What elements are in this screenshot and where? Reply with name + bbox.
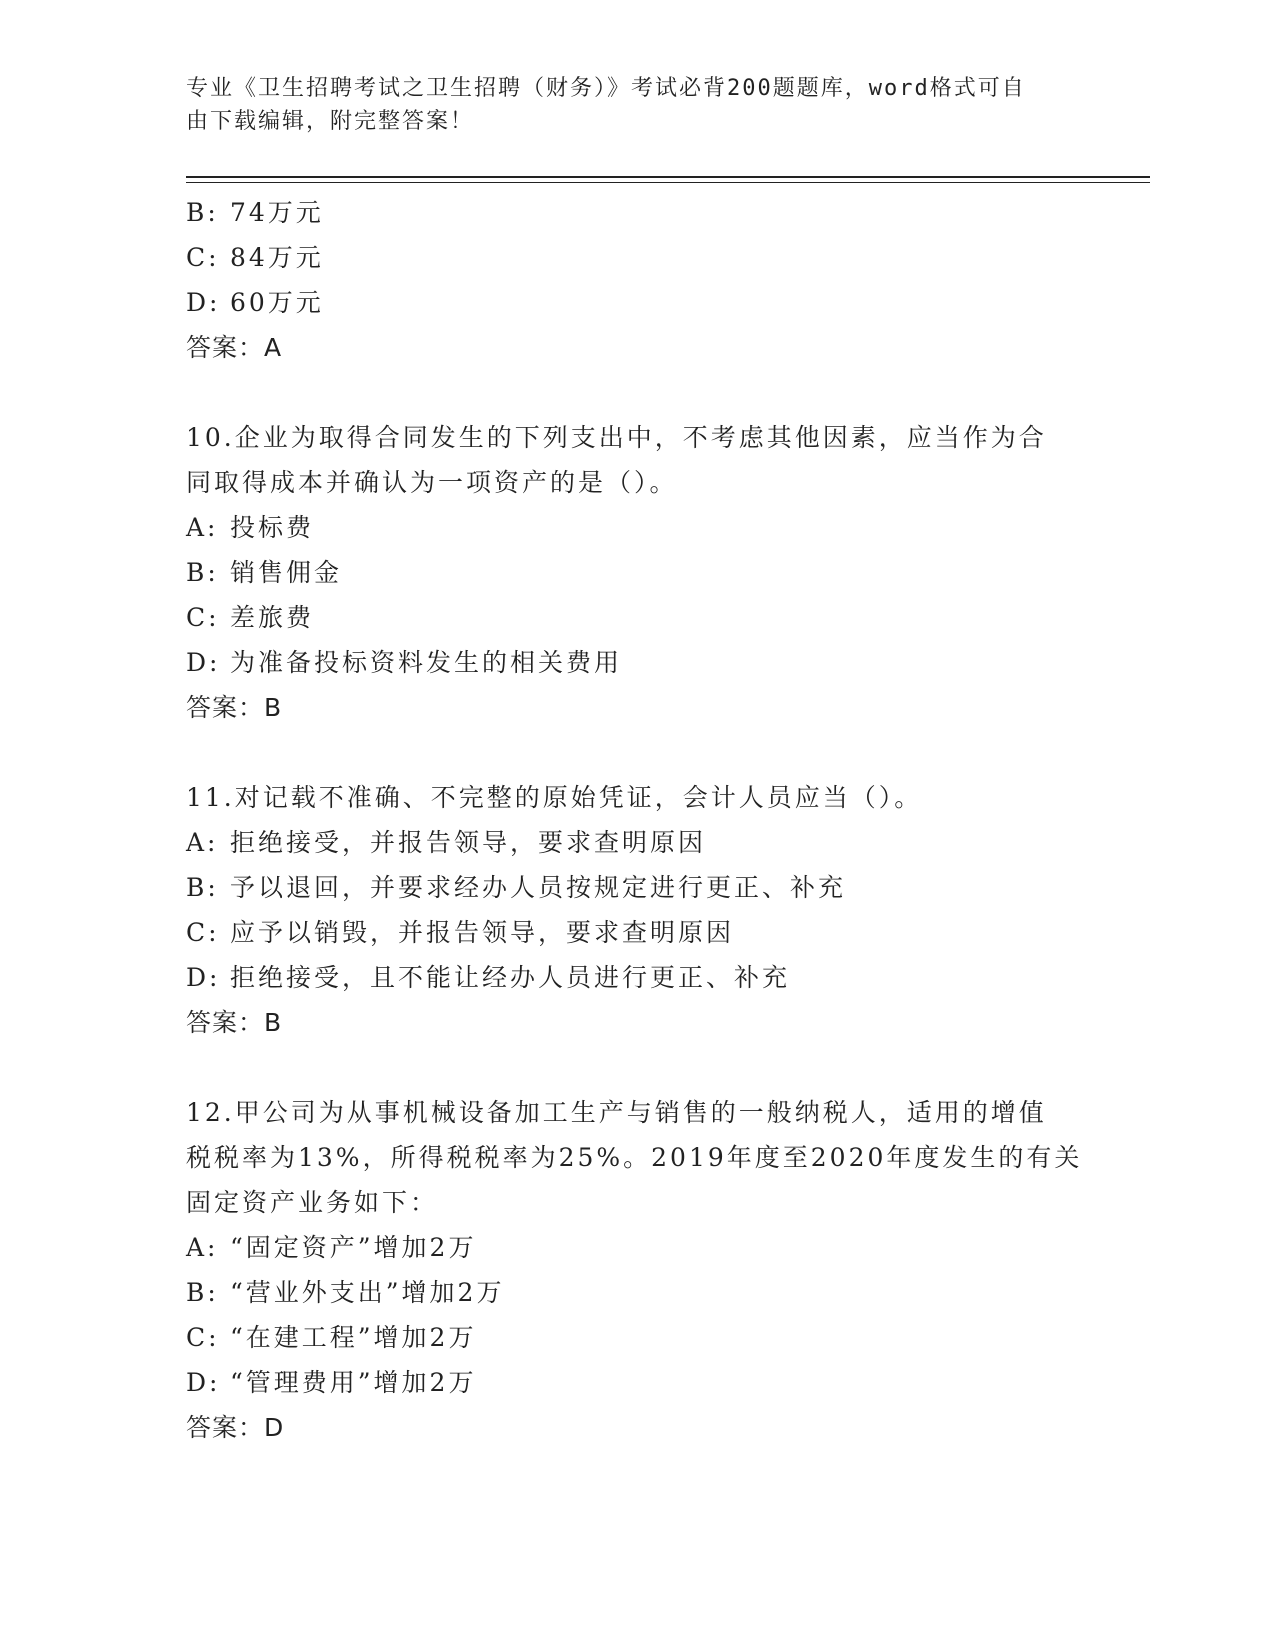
- question-list: [186, 190, 1086, 1450]
- option-b: B: 74万元: [186, 198, 324, 227]
- option-c: C: 应予以销毁，并报告领导，要求查明原因: [186, 918, 735, 947]
- question-12: [186, 1090, 1086, 1450]
- question-9-tail: [186, 190, 1086, 370]
- question-11: [186, 775, 1086, 1045]
- question-text-line: 固定资产业务如下：: [186, 1188, 439, 1217]
- option-a: A: “固定资产”增加2万: [186, 1233, 477, 1262]
- option-d: D: “管理费用”增加2万: [186, 1368, 477, 1397]
- answer: 答案：B: [186, 1008, 283, 1037]
- question-text-line: 税税率为13%，所得税税率为25%。2019年度至2020年度发生的有关: [186, 1143, 1083, 1172]
- answer: 答案：D: [186, 1413, 285, 1442]
- option-b: B: 销售佣金: [186, 558, 343, 587]
- option-b: B: 予以退回，并要求经办人员按规定进行更正、补充: [186, 873, 847, 902]
- question-text-line: 12.甲公司为从事机械设备加工生产与销售的一般纳税人，适用的增值: [186, 1098, 1047, 1127]
- question-text-line: 10.企业为取得合同发生的下列支出中，不考虑其他因素，应当作为合: [186, 423, 1047, 452]
- option-a: A: 投标费: [186, 513, 315, 542]
- document-header: [186, 72, 1066, 138]
- option-c: C: 84万元: [186, 243, 324, 272]
- option-a: A: 拒绝接受，并报告领导，要求查明原因: [186, 828, 707, 857]
- option-c: C: 差旅费: [186, 603, 315, 632]
- header-line-1: 专业《卫生招聘考试之卫生招聘（财务）》考试必背200题题库，word格式可自: [186, 76, 1026, 101]
- answer: 答案：B: [186, 693, 283, 722]
- option-c: C: “在建工程”增加2万: [186, 1323, 477, 1352]
- question-text-line: 同取得成本并确认为一项资产的是（）。: [186, 468, 678, 497]
- header-rule-thick: [186, 176, 1150, 178]
- option-b: B: “营业外支出”增加2万: [186, 1278, 505, 1307]
- header-rule-thin: [186, 182, 1150, 183]
- option-d: D: 拒绝接受，且不能让经办人员进行更正、补充: [186, 963, 791, 992]
- answer: 答案：A: [186, 333, 283, 362]
- header-line-2: 由下载编辑，附完整答案！: [186, 109, 475, 134]
- question-10: [186, 415, 1086, 730]
- option-d: D: 为准备投标资料发生的相关费用: [186, 648, 623, 677]
- option-d: D: 60万元: [186, 288, 324, 317]
- question-text-line: 11.对记载不准确、不完整的原始凭证，会计人员应当（）。: [186, 783, 923, 812]
